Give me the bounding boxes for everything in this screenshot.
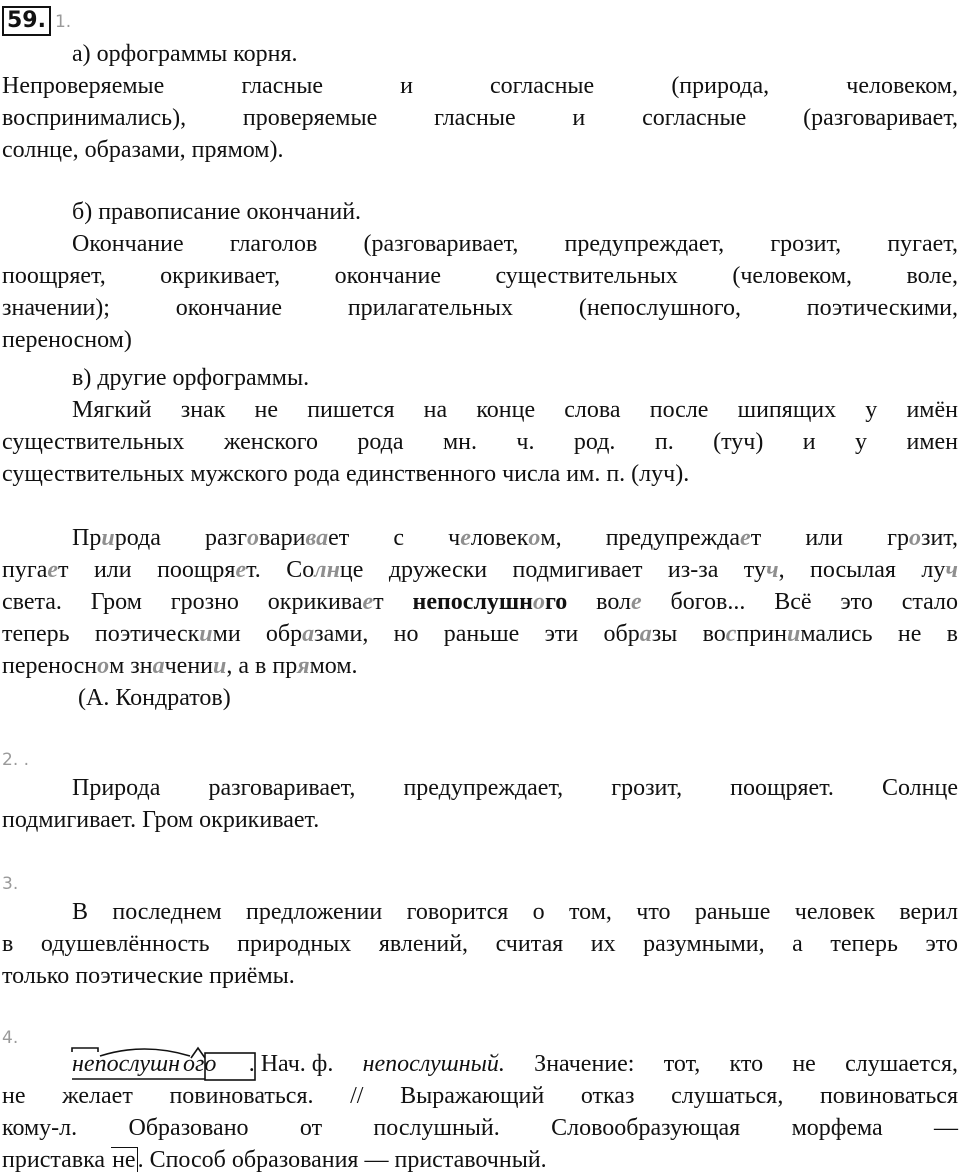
task-marker-3: 3.: [2, 874, 19, 894]
text-run: богов... Всё это стало: [641, 589, 958, 615]
morpheme-root: послуш: [94, 1051, 169, 1077]
task4-word: Значение:: [534, 1051, 635, 1077]
text-run: мом.: [309, 653, 358, 679]
para-c-last: существительных мужского рода единственного числа им. п. (луч).: [2, 461, 690, 487]
task4-line-1: [72, 1048, 958, 1080]
bold-word: го: [545, 589, 568, 615]
text-run: прин: [736, 621, 787, 647]
para-c-line: существительных женского рода мн. ч. род. п. (туч) и у имен: [2, 429, 958, 455]
task-marker-1: 1.: [54, 12, 72, 32]
task4-word: непослушный.: [362, 1051, 505, 1077]
morpheme-prefix: не: [72, 1051, 95, 1077]
text-run: м, предупрежда: [540, 525, 741, 551]
text-run: м зн: [109, 653, 153, 679]
highlighted-letter: и: [213, 653, 227, 679]
task3-last: только поэтические приёмы.: [2, 963, 295, 989]
text-run: чени: [164, 653, 214, 679]
task4-word: кто: [729, 1051, 764, 1077]
text-run: мались не в: [800, 621, 959, 647]
highlighted-letter: ч: [765, 557, 779, 583]
task-marker-4: 4.: [2, 1028, 19, 1048]
exercise-header: [2, 4, 958, 38]
task4-line-4: [2, 1144, 958, 1176]
highlighted-letter: о: [908, 525, 921, 551]
annotated-text-line: [2, 650, 958, 682]
task4-word: . Нач. ф.: [248, 1051, 334, 1077]
highlighted-letter: с: [725, 621, 737, 647]
annotated-text-line: [2, 618, 958, 650]
annotated-text-line: [2, 586, 958, 618]
highlighted-letter: ва: [305, 525, 329, 551]
heading-b: б) правописание окончаний.: [72, 199, 362, 225]
highlighted-letter: о: [528, 525, 541, 551]
task-marker-2: 2. .: [2, 750, 30, 770]
highlighted-letter: е: [47, 557, 58, 583]
text-run: рода разг: [114, 525, 247, 551]
task4-word: слушается,: [845, 1051, 958, 1077]
heading-c: в) другие орфограммы.: [72, 365, 310, 391]
para-a-line: воспринимались), проверяемые гласные и согласные (разговаривает,: [2, 105, 958, 131]
text-run: т: [373, 589, 413, 615]
text-run: света. Гром грозно окрикива: [2, 589, 363, 615]
annotated-text-line: [2, 554, 958, 586]
text-run: переносн: [2, 653, 98, 679]
text-run: зами, но раньше эти обр: [314, 621, 640, 647]
text-run: зит,: [920, 525, 958, 551]
para-b-line: Окончание глаголов (разговаривает, предупреждает, грозит, пугает,: [72, 231, 958, 257]
task4-word: не: [792, 1051, 816, 1077]
highlighted-letter: лн: [314, 557, 340, 583]
para-b-line: поощряет, окрикивает, окончание существительных (человеком, воле,: [2, 263, 958, 289]
text-run: теперь поэтическ: [2, 621, 200, 647]
task3-line: в одушевлённость природных явлений, считая их разумными, а теперь это: [2, 931, 958, 957]
para-b-line: значении); окончание прилагательных (непослушного, поэтическими,: [2, 295, 958, 321]
highlighted-letter: и: [199, 621, 213, 647]
bold-word: непослушн: [412, 589, 533, 615]
highlighted-letter: и: [786, 621, 801, 647]
task3-line: В последнем предложении говорится о том, что раньше человек верил: [72, 899, 958, 925]
text-run: зы во: [651, 621, 726, 647]
morpheme-marks: [72, 1048, 258, 1080]
text-run: вари: [259, 525, 306, 551]
text-run: ловек: [470, 525, 529, 551]
highlighted-letter: а: [639, 621, 652, 647]
text-run: т или гр: [750, 525, 909, 551]
highlighted-letter: я: [297, 653, 310, 679]
text-run: ми обр: [212, 621, 303, 647]
text-run: Пр: [72, 525, 102, 551]
text-run: , посылая лу: [778, 557, 946, 583]
text-run: це дружески подмигивает из-за ту: [339, 557, 766, 583]
para-c-line: Мягкий знак не пишется на конце слова после шипящих у имён: [72, 397, 958, 423]
heading-a: а) орфограммы корня.: [72, 41, 298, 67]
text-run: ет с ч: [328, 525, 461, 551]
para-a-last: солнце, образами, прямом).: [2, 137, 284, 163]
task2-last: подмигивает. Гром окрикивает.: [2, 807, 320, 833]
highlighted-letter: е: [235, 557, 247, 583]
text-run: , а в пр: [226, 653, 298, 679]
text-run: пуга: [2, 557, 48, 583]
exercise-number: 59.: [2, 6, 51, 36]
text-run: т или поощря: [58, 557, 236, 583]
task4-text: приставка: [2, 1147, 112, 1173]
para-b-last: переносном): [2, 327, 132, 353]
text-run: вол: [567, 589, 632, 615]
task4-line: не желает повиноваться. // Выражающий отказ слушаться, повиноваться: [2, 1083, 958, 1109]
morpheme-ending: ого: [183, 1051, 217, 1077]
highlighted-letter: е: [740, 525, 751, 551]
author: (А. Кондратов): [78, 685, 231, 711]
task4-text: . Способ образования — приставочный.: [137, 1147, 547, 1173]
highlighted-letter: е: [362, 589, 374, 615]
highlighted-letter: о: [97, 653, 110, 679]
highlighted-letter: ч: [945, 557, 958, 583]
task2-line: Природа разговаривает, предупреждает, грозит, поощряет. Солнце: [72, 775, 958, 801]
morpheme-word: [72, 1048, 219, 1080]
prefix-mark: не: [112, 1147, 136, 1173]
highlighted-letter: о: [247, 525, 259, 551]
highlighted-letter: е: [631, 589, 642, 615]
highlighted-letter: а: [302, 621, 315, 647]
highlighted-letter: а: [152, 653, 165, 679]
annotated-text-line: [72, 522, 958, 554]
highlighted-letter: о: [533, 589, 545, 615]
task4-word: тот,: [663, 1051, 701, 1077]
morpheme-suffix: н: [168, 1051, 181, 1077]
highlighted-letter: и: [101, 525, 115, 551]
highlighted-letter: е: [460, 525, 471, 551]
task4-line: кому-л. Образовано от послушный. Словообразующая морфема —: [2, 1115, 958, 1141]
para-a-line: Непроверяемые гласные и согласные (природа, человеком,: [2, 73, 958, 99]
text-run: т. Со: [246, 557, 315, 583]
